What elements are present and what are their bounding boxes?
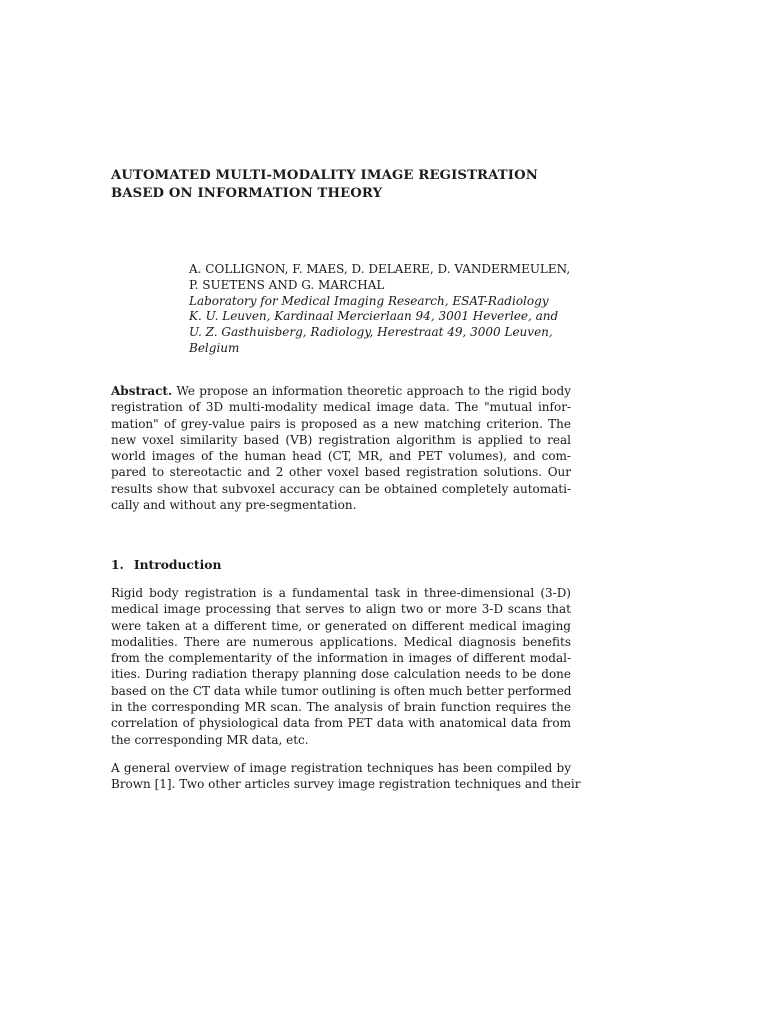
- abstract-line: mation" of grey-value pairs is proposed as a new matching criterion. The: [111, 416, 571, 431]
- body-line: were taken at a different time, or generated on different medical imaging: [111, 618, 571, 633]
- body-line: Brown [1]. Two other articles survey image registration techniques and their: [111, 777, 581, 792]
- body-line: Rigid body registration is a fundamental task in three-dimensional (3-D): [111, 586, 571, 600]
- body-line: the corresponding MR data, etc.: [111, 732, 309, 747]
- abstract-line: results show that subvoxel accuracy can be obtained completely automati-: [111, 481, 571, 496]
- abstract-line: [111, 383, 571, 399]
- author-line: P. SUETENS AND G. MARCHAL: [189, 277, 385, 292]
- body-line: correlation of physiological data from PET data with anatomical data from: [111, 716, 571, 731]
- title-line: BASED ON INFORMATION THEORY: [111, 186, 383, 201]
- body-line: in the corresponding MR scan. The analysis of brain function requires the: [111, 700, 571, 715]
- abstract-line: cally and without any pre-segmentation.: [111, 498, 357, 513]
- body-line: from the complementarity of the information in images of different modal-: [111, 651, 571, 666]
- body-line: based on the CT data while tumor outlining is often much better performed: [111, 683, 572, 698]
- abstract-text: We propose an information theoretic approach to the rigid body: [172, 384, 571, 398]
- body-line: modalities. There are numerous applications. Medical diagnosis benefits: [111, 634, 571, 649]
- section-number: 1.: [111, 557, 124, 572]
- title-line: AUTOMATED MULTI-MODALITY IMAGE REGISTRATION: [111, 168, 538, 183]
- author-block: [189, 262, 571, 357]
- section-heading: [111, 557, 221, 572]
- body-line: A general overview of image registration techniques has been compiled by: [111, 761, 571, 775]
- abstract-line: pared to stereotactic and 2 other voxel based registration solutions. Our: [111, 465, 571, 480]
- affiliation-line: K. U. Leuven, Kardinaal Mercierlaan 94, 3001 Heverlee, and: [189, 309, 559, 324]
- abstract-line: world images of the human head (CT, MR, and PET volumes), and com-: [111, 449, 571, 464]
- affiliation-line: Laboratory for Medical Imaging Research, ESAT-Radiology: [189, 293, 549, 308]
- affiliation-line: U. Z. Gasthuisberg, Radiology, Herestraat 49, 3000 Leuven,: [189, 325, 553, 340]
- intro-paragraph-1: [111, 585, 571, 748]
- section-title: Introduction: [133, 557, 222, 572]
- body-line: medical image processing that serves to align two or more 3-D scans that: [111, 602, 571, 617]
- intro-paragraph-2: [111, 760, 581, 793]
- paper-title: [111, 167, 581, 203]
- abstract-line: new voxel similarity based (VB) registration algorithm is applied to real: [111, 432, 571, 447]
- abstract-label: Abstract.: [111, 384, 173, 398]
- author-line: A. COLLIGNON, F. MAES, D. DELAERE, D. VANDERMEULEN,: [189, 262, 571, 276]
- abstract-line: registration of 3D multi-modality medical image data. The "mutual infor-: [111, 400, 571, 415]
- abstract: [111, 383, 571, 513]
- affiliation-line: Belgium: [189, 340, 240, 355]
- body-line: ities. During radiation therapy planning dose calculation needs to be done: [111, 667, 571, 682]
